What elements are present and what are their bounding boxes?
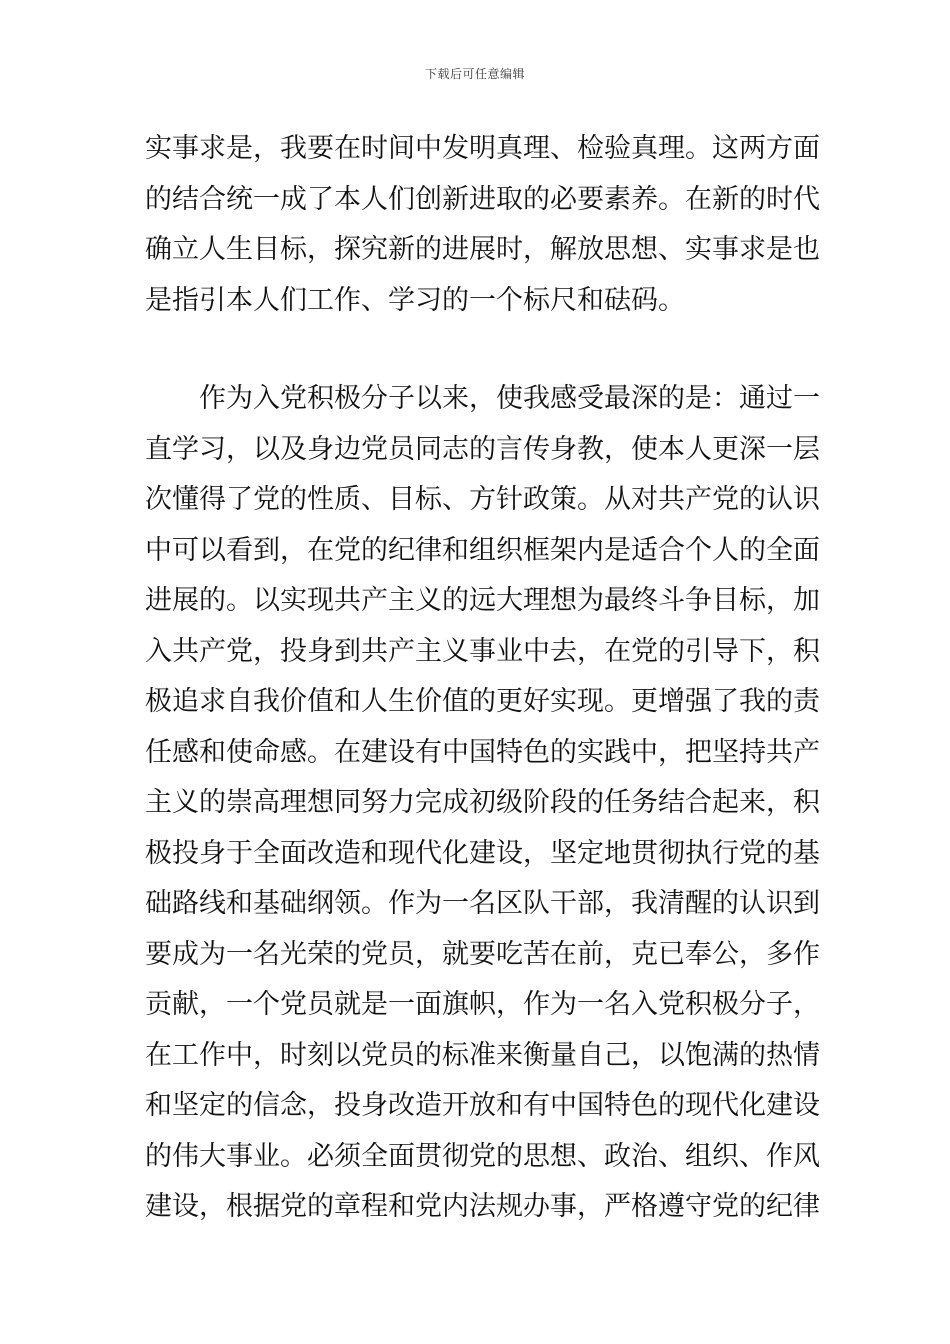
text-line: 主义的崇高理想同努力完成初级阶段的任务结合起来，积 [145, 787, 820, 818]
text-line: 进展的。以实现共产主义的远大理想为最终斗争目标，加 [145, 585, 820, 616]
text-line: 的伟大事业。必须全面贯彻党的思想、政治、组织、作风 [145, 1140, 820, 1172]
paragraph-1 [145, 124, 820, 326]
text-line: 要成为一名光荣的党员，就要吃苦在前，克已奉公，多作 [145, 938, 820, 970]
text-line: 建设，根据党的章程和党内法规办事，严格遵守党的纪律 [145, 1191, 820, 1222]
text-line: 的结合统一成了本人们创新进取的必要素养。在新的时代 [145, 183, 820, 215]
text-line: 次懂得了党的性质、目标、方针政策。从对共产党的认识 [145, 484, 820, 515]
text-line: 中可以看到，在党的纪律和组织框架内是适合个人的全面 [145, 534, 820, 566]
text-line: 极投身于全面改造和现代化建设，坚定地贯彻执行党的基 [145, 837, 820, 869]
text-line: 实事求是，我要在时间中发明真理、检验真理。这两方面 [145, 133, 820, 164]
paragraph-2 [145, 374, 820, 1233]
text-line: 入共产党，投身到共产主义事业中去，在党的引导下，积 [145, 635, 820, 667]
header-note: 下载后可任意编辑 [424, 67, 525, 81]
text-line: 作为入党积极分子以来，使我感受最深的是：通过一 [145, 383, 820, 414]
text-line: 和坚定的信念，投身改造开放和有中国特色的现代化建设 [145, 1090, 820, 1121]
text-line: 极追求自我价值和人生价值的更好实现。更增强了我的责 [145, 686, 820, 717]
text-line: 确立人生目标，探究新的进展时，解放思想、实事求是也 [145, 234, 820, 265]
text-line: 直学习，以及身边党员同志的言传身教，使本人更深一层 [145, 433, 820, 465]
text-line: 贡献，一个党员就是一面旗帜，作为一名入党积极分子， [145, 989, 820, 1020]
text-line: 础路线和基础纲领。作为一名区队干部，我清醒的认识到 [145, 888, 820, 919]
text-line: 在工作中，时刻以党员的标准来衡量自己，以饱满的热情 [145, 1039, 820, 1071]
text-line: 是指引本人们工作、学习的一个标尺和砝码。 [145, 284, 685, 316]
text-line: 任感和使命感。在建设有中国特色的实践中，把坚持共产 [145, 736, 820, 768]
